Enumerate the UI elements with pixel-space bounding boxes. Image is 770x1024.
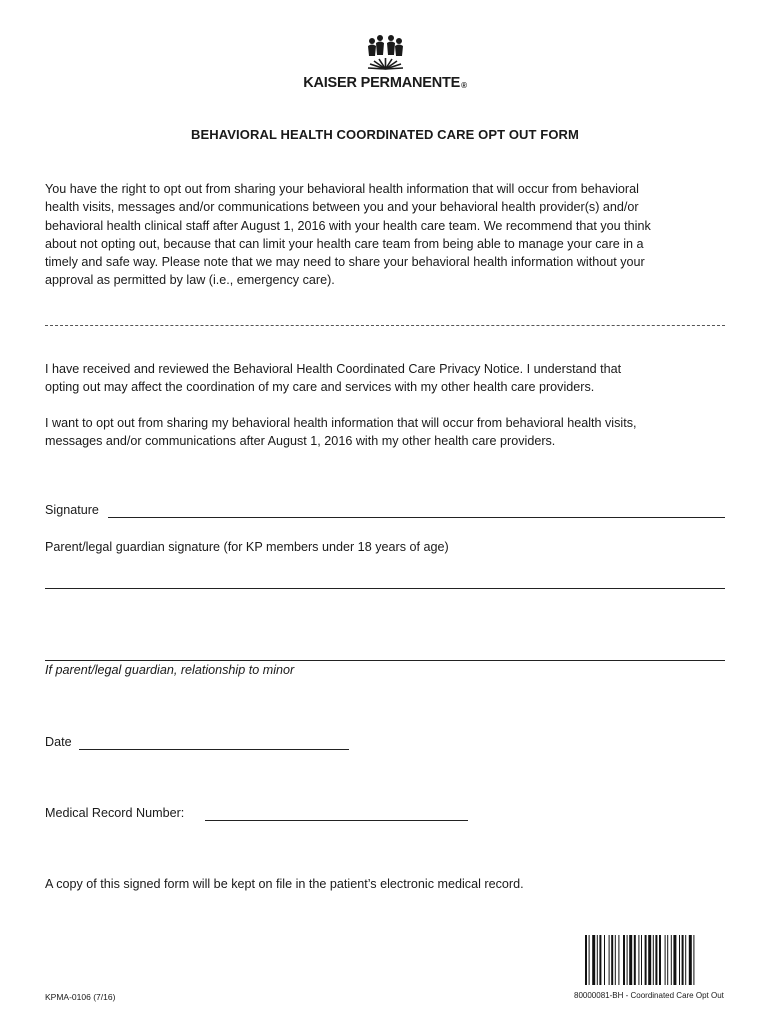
intro-line: behavioral health clinical staff after August 1, 2016 with your health care team. We recommend that you think — [45, 218, 651, 233]
intro-line: health visits, messages and/or communications between you and your behavioral health provider(s) and/or — [45, 200, 639, 215]
intro-line: You have the right to opt out from sharing your behavioral health information that will occur from behavioral — [45, 182, 639, 196]
brand-name: KAISER PERMANENTE® — [303, 75, 467, 91]
signature-label: Signature — [45, 503, 99, 517]
opt-out-line: messages and/or communications after August 1, 2016 with my other health care providers. — [45, 434, 556, 449]
intro-paragraph — [45, 180, 735, 290]
relationship-field[interactable] — [45, 660, 725, 661]
kaiser-permanente-logo-icon — [364, 34, 408, 70]
date-label: Date — [45, 735, 72, 749]
signature-field[interactable] — [108, 517, 725, 518]
intro-line: timely and safe way. Please note that we may need to share your behavioral health information without your — [45, 255, 645, 270]
acknowledgement-paragraph — [45, 360, 735, 397]
guardian-signature-label: Parent/legal guardian signature (for KP members under 18 years of age) — [45, 540, 449, 554]
intro-line: about not opting out, because that can limit your health care team from being able to manage your care in a — [45, 236, 644, 251]
barcode-caption: 80000081-BH - Coordinated Care Opt Out — [574, 991, 724, 1000]
barcode — [584, 935, 744, 985]
medical-record-number-field[interactable] — [205, 820, 468, 821]
medical-record-number-label: Medical Record Number: — [45, 806, 185, 820]
relationship-label: If parent/legal guardian, relationship to minor — [45, 663, 295, 677]
opt-out-line: I want to opt out from sharing my behavioral health information that will occur from behavioral health visits, — [45, 416, 637, 430]
form-code: KPMA-0106 (7/16) — [45, 992, 116, 1002]
file-note: A copy of this signed form will be kept on file in the patient’s electronic medical record. — [45, 877, 524, 891]
date-field[interactable] — [79, 749, 349, 750]
acknowledgement-line: opting out may affect the coordination of my care and services with my other health care providers. — [45, 380, 595, 395]
intro-line: approval as permitted by law (i.e., emergency care). — [45, 273, 335, 288]
cut-line-divider — [45, 325, 725, 326]
guardian-signature-field[interactable] — [45, 588, 725, 589]
opt-out-paragraph — [45, 414, 735, 451]
acknowledgement-line: I have received and reviewed the Behavioral Health Coordinated Care Privacy Notice. I understand that — [45, 362, 622, 376]
form-title: BEHAVIORAL HEALTH COORDINATED CARE OPT OUT FORM — [191, 127, 579, 142]
